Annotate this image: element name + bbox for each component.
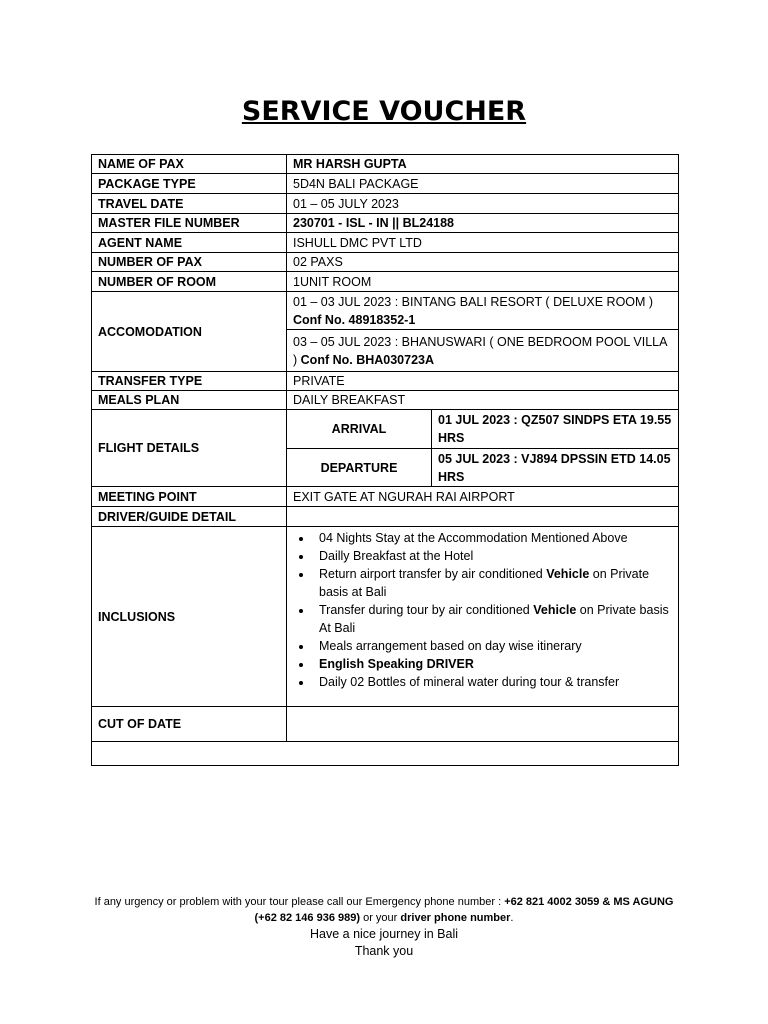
row-package-type bbox=[92, 174, 679, 194]
inclusion-item: • 04 Nights Stay at the Accommodation Mentioned Above bbox=[313, 529, 674, 547]
accomodation-1-conf: Conf No. 48918352-1 bbox=[293, 312, 416, 327]
inclusion-item: • Meals arrangement based on day wise itinerary bbox=[313, 637, 674, 655]
voucher-table bbox=[91, 154, 679, 766]
value-departure: 05 JUL 2023 : VJ894 DPSSIN ETD 14.05 HRS bbox=[432, 449, 679, 487]
inclusion-item: • Transfer during tour by air conditioned Vehicle on Private basis At Bali bbox=[313, 601, 674, 637]
accomodation-2-text: 03 – 05 JUL 2023 : BHANUSWARI ( ONE BEDROOM POOL VILLA ) bbox=[293, 334, 667, 367]
inclusions-list bbox=[291, 527, 674, 693]
accomodation-1-text: 01 – 03 JUL 2023 : BINTANG BALI RESORT ( DELUXE ROOM ) bbox=[293, 294, 654, 309]
label-arrival: ARRIVAL bbox=[287, 410, 432, 449]
value-driver-guide bbox=[287, 507, 679, 527]
label-meeting-point: MEETING POINT bbox=[92, 487, 287, 507]
row-number-of-pax bbox=[92, 253, 679, 272]
footer-thanks: Thank you bbox=[354, 944, 414, 958]
label-name-of-pax: NAME OF PAX bbox=[92, 155, 287, 174]
value-number-of-pax: 02 PAXS bbox=[287, 253, 679, 272]
footer bbox=[90, 894, 678, 960]
voucher-title: SERVICE VOUCHER bbox=[241, 96, 527, 127]
row-travel-date bbox=[92, 194, 679, 214]
inclusion-item: • English Speaking DRIVER bbox=[313, 655, 674, 673]
row-empty bbox=[92, 742, 679, 766]
label-number-of-pax: NUMBER OF PAX bbox=[92, 253, 287, 272]
row-agent-name bbox=[92, 233, 679, 253]
row-transfer-type bbox=[92, 372, 679, 391]
value-meals-plan: DAILY BREAKFAST bbox=[287, 391, 679, 410]
row-flight-arrival bbox=[92, 410, 679, 449]
label-departure: DEPARTURE bbox=[287, 449, 432, 487]
label-travel-date: TRAVEL DATE bbox=[92, 194, 287, 214]
value-travel-date: 01 – 05 JULY 2023 bbox=[287, 194, 679, 214]
value-meeting-point: EXIT GATE AT NGURAH RAI AIRPORT bbox=[287, 487, 679, 507]
value-inclusions bbox=[287, 527, 679, 707]
value-package-type: 5D4N BALI PACKAGE bbox=[287, 174, 679, 194]
row-inclusions bbox=[92, 527, 679, 707]
value-transfer-type: PRIVATE bbox=[287, 372, 679, 391]
footer-greeting: Have a nice journey in Bali bbox=[310, 927, 458, 941]
label-master-file: MASTER FILE NUMBER bbox=[92, 214, 287, 233]
inclusion-item: • Return airport transfer by air conditioned Vehicle on Private basis at Bali bbox=[313, 565, 674, 601]
footer-emergency-text: If any urgency or problem with your tour please call our Emergency phone number : +62 821 4002 3059 & MS AGUNG (+62 82 146 936 989) or your driver phone number. bbox=[94, 896, 674, 924]
label-flight-details: FLIGHT DETAILS bbox=[92, 410, 287, 487]
value-arrival: 01 JUL 2023 : QZ507 SINDPS ETA 19.55 HRS bbox=[432, 410, 679, 449]
label-transfer-type: TRANSFER TYPE bbox=[92, 372, 287, 391]
label-accomodation: ACCOMODATION bbox=[92, 292, 287, 372]
empty-cell bbox=[92, 742, 679, 766]
value-number-of-room: 1UNIT ROOM bbox=[287, 272, 679, 292]
inclusion-item: • Daily 02 Bottles of mineral water during tour & transfer bbox=[313, 673, 674, 691]
value-master-file: 230701 - ISL - IN || BL24188 bbox=[287, 214, 679, 233]
value-name-of-pax: MR HARSH GUPTA bbox=[287, 155, 679, 174]
label-number-of-room: NUMBER OF ROOM bbox=[92, 272, 287, 292]
value-accomodation-1 bbox=[287, 292, 679, 330]
row-master-file bbox=[92, 214, 679, 233]
label-package-type: PACKAGE TYPE bbox=[92, 174, 287, 194]
row-number-of-room bbox=[92, 272, 679, 292]
row-meals-plan bbox=[92, 391, 679, 410]
row-cut-of-date bbox=[92, 707, 679, 742]
label-driver-guide: DRIVER/GUIDE DETAIL bbox=[92, 507, 287, 527]
label-inclusions: INCLUSIONS bbox=[92, 527, 287, 707]
label-cut-of-date: CUT OF DATE bbox=[92, 707, 287, 742]
accomodation-2-conf: Conf No. BHA030723A bbox=[300, 352, 435, 367]
row-accomodation-1 bbox=[92, 292, 679, 330]
row-meeting-point bbox=[92, 487, 679, 507]
row-driver-guide bbox=[92, 507, 679, 527]
value-accomodation-2 bbox=[287, 330, 679, 372]
value-agent-name: ISHULL DMC PVT LTD bbox=[287, 233, 679, 253]
label-agent-name: AGENT NAME bbox=[92, 233, 287, 253]
inclusion-item: • Dailly Breakfast at the Hotel bbox=[313, 547, 674, 565]
label-meals-plan: MEALS PLAN bbox=[92, 391, 287, 410]
value-cut-of-date bbox=[287, 707, 679, 742]
row-name-of-pax bbox=[92, 155, 679, 174]
